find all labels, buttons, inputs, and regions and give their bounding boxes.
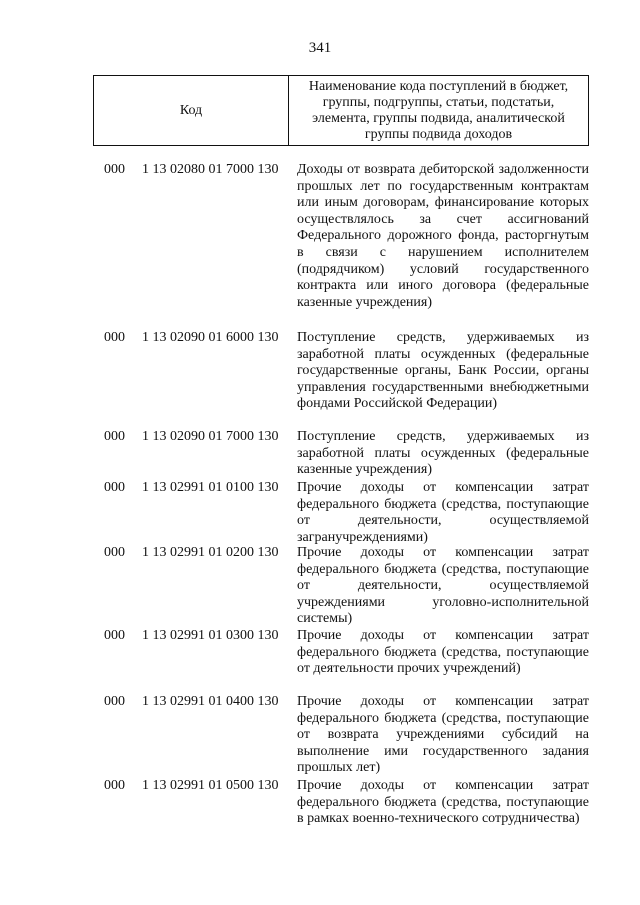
budget-classification-code: 1 13 02991 01 0200 130 — [142, 545, 279, 560]
header-name-cell: Наименование кода поступлений в бюджет, группы, подгруппы, статьи, подстатьи, элемента, группы подвида, аналитической группы подвида доходов — [308, 78, 569, 142]
budget-classification-code: 1 13 02991 01 0300 130 — [142, 628, 279, 643]
budget-classification-code: 1 13 02090 01 6000 130 — [142, 330, 279, 345]
admin-code: 000 — [104, 694, 125, 709]
admin-code: 000 — [104, 778, 125, 793]
admin-code: 000 — [104, 628, 125, 643]
admin-code: 000 — [104, 429, 125, 444]
table-header — [93, 75, 589, 146]
code-description: Поступление средств, удерживаемых из заработной платы осужденных (федеральные государственные органы, Банк России, органы управления государственными внебюджетными фондами Российской Федерации) — [297, 330, 589, 412]
budget-classification-code: 1 13 02991 01 0100 130 — [142, 480, 279, 495]
code-description: Прочие доходы от компенсации затрат федерального бюджета (средства, поступающие от деятельности, осуществляемой загранучреждениями) — [297, 480, 589, 545]
code-description: Доходы от возврата дебиторской задолженности прошлых лет по государственным контрактам или иным договорам, финансирование которых осуществлялось за счет ассигнований Федерального дорожного фонда, расторгнутым в связи с нарушением исполнителем (подрядчиком) условий государственного контракта или иного договора (федеральные казенные учреждения) — [297, 162, 589, 310]
admin-code: 000 — [104, 162, 125, 177]
admin-code: 000 — [104, 330, 125, 345]
admin-code: 000 — [104, 545, 125, 560]
budget-classification-code: 1 13 02991 01 0500 130 — [142, 778, 279, 793]
header-code-cell: Код — [94, 76, 289, 145]
code-description: Поступление средств, удерживаемых из заработной платы осужденных (федеральные казенные учреждения) — [297, 429, 589, 478]
budget-classification-code: 1 13 02991 01 0400 130 — [142, 694, 279, 709]
admin-code: 000 — [104, 480, 125, 495]
budget-classification-code: 1 13 02090 01 7000 130 — [142, 429, 279, 444]
page-number: 341 — [308, 40, 332, 56]
code-description: Прочие доходы от компенсации затрат федерального бюджета (средства, поступающие от деятельности прочих учреждений) — [297, 628, 589, 677]
code-description: Прочие доходы от компенсации затрат федерального бюджета (средства, поступающие в рамках военно-технического сотрудничества) — [297, 778, 589, 827]
code-description: Прочие доходы от компенсации затрат федерального бюджета (средства, поступающие от возврата учреждениями субсидий на выполнение ими государственного задания прошлых лет) — [297, 694, 589, 776]
code-description: Прочие доходы от компенсации затрат федерального бюджета (средства, поступающие от деятельности, осуществляемой учреждениями уголовно-исполнительной системы) — [297, 545, 589, 627]
budget-classification-code: 1 13 02080 01 7000 130 — [142, 162, 279, 177]
